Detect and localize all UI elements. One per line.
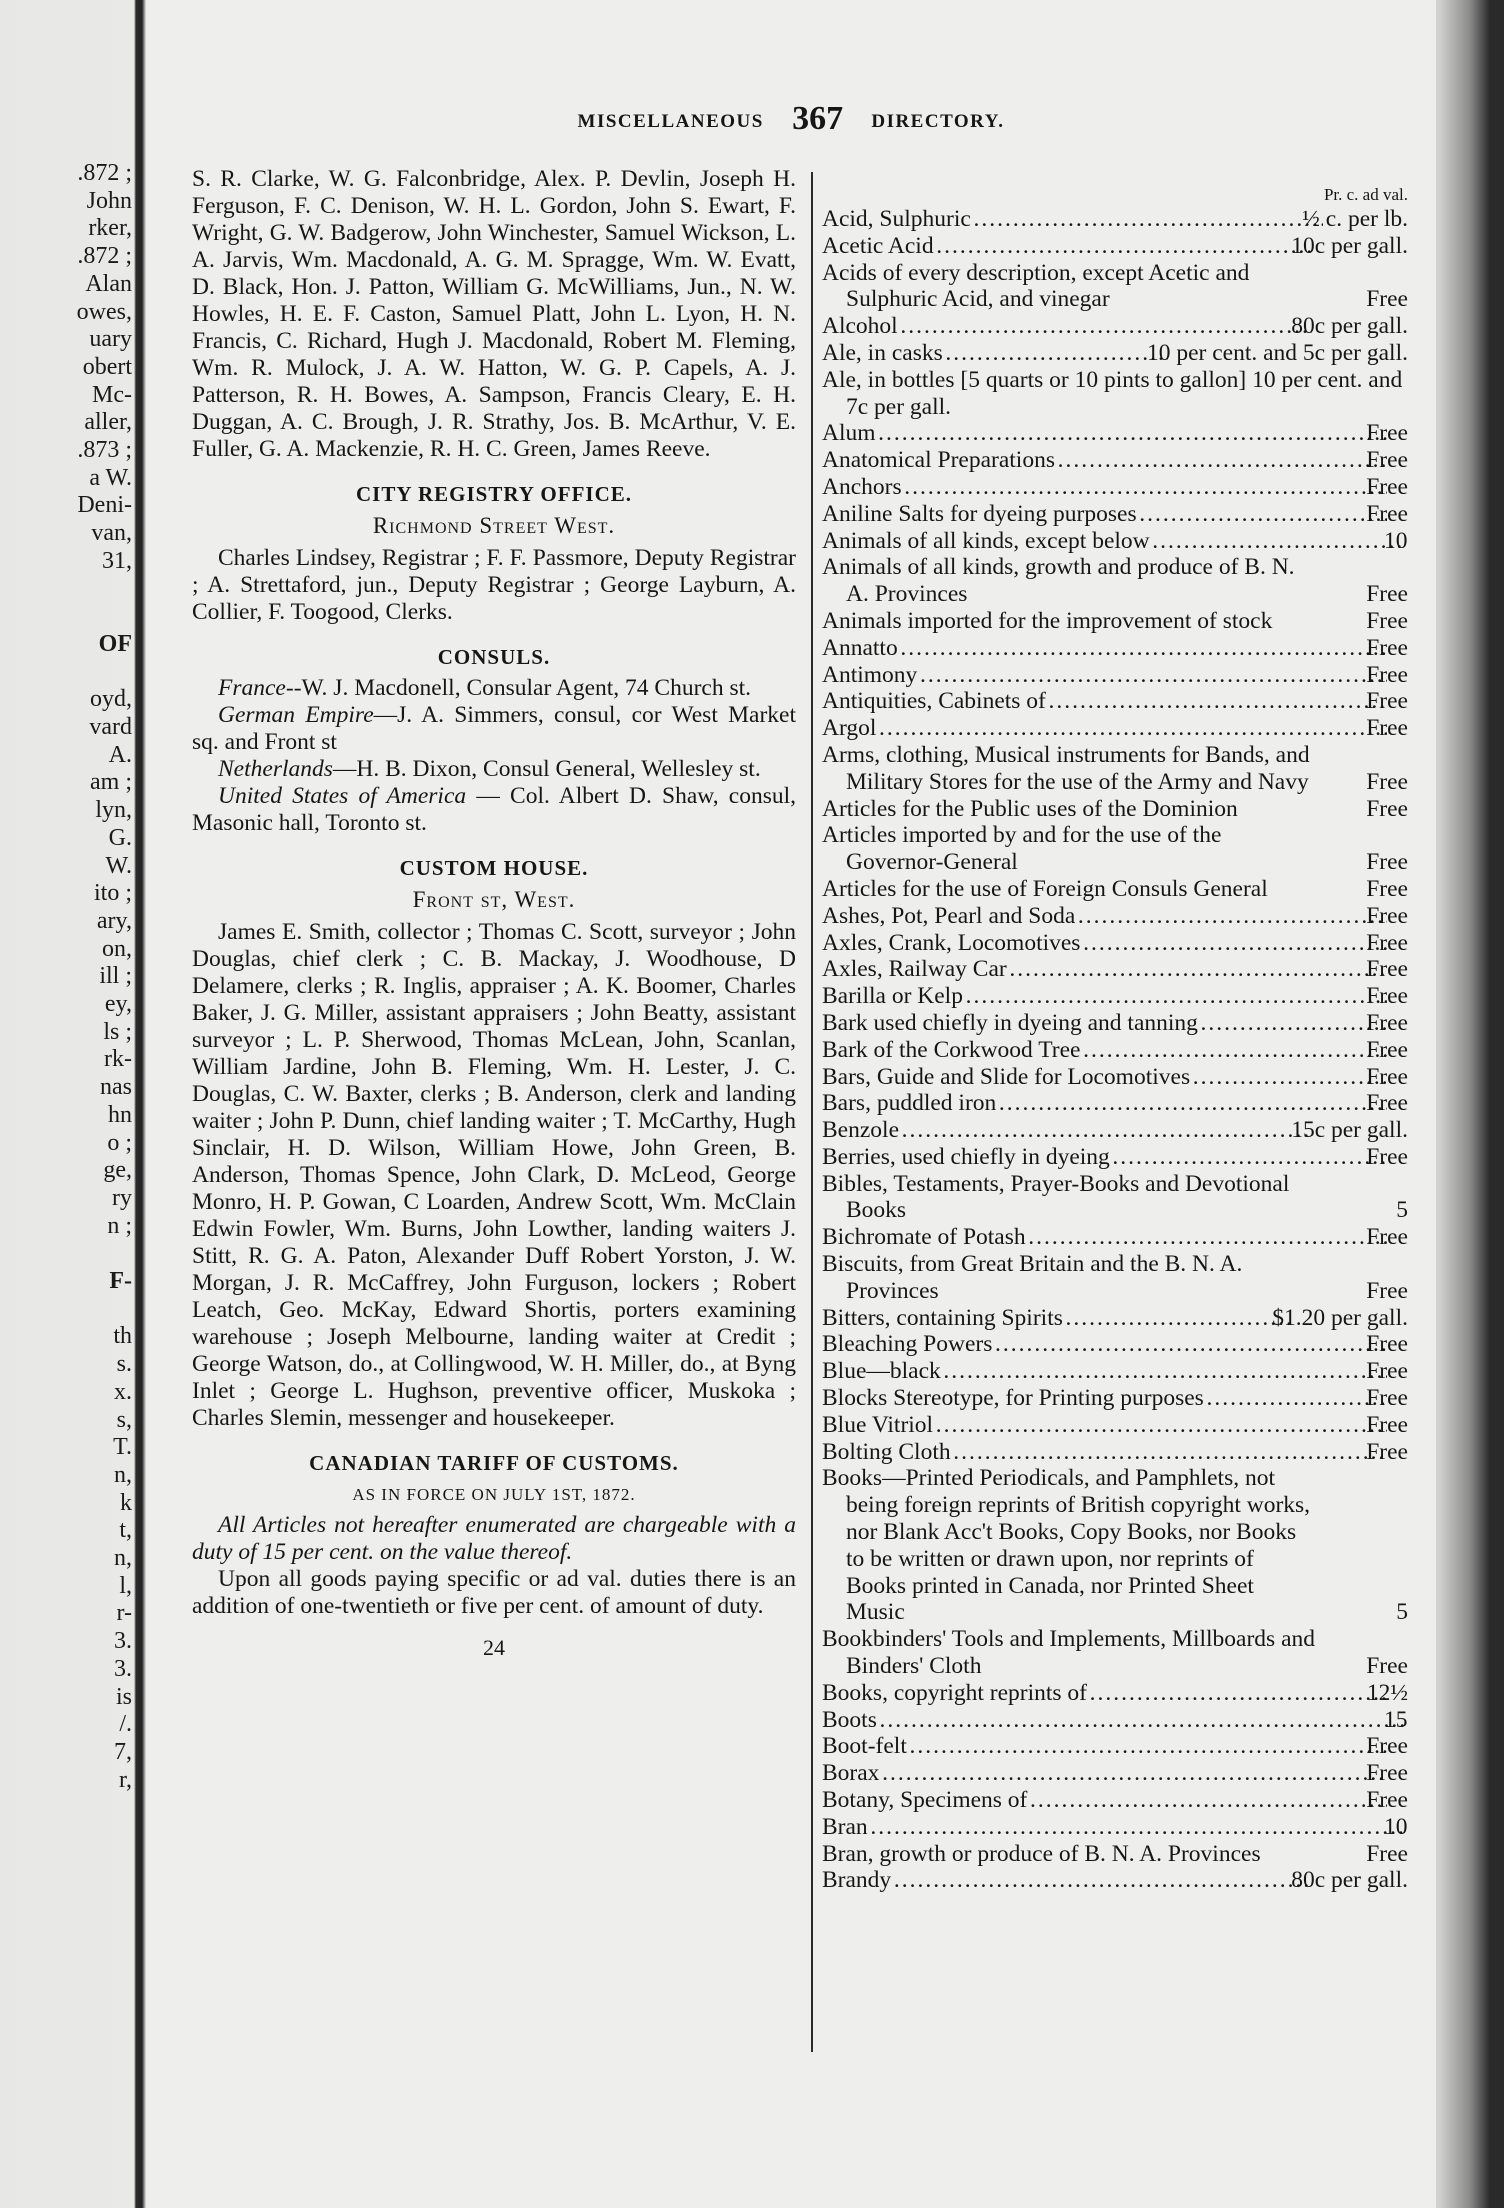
tariff-entry <box>822 1680 1408 1707</box>
dot-leader <box>880 1707 1405 1734</box>
left-column <box>192 166 796 1661</box>
tariff-item-duty: Free <box>1366 688 1408 715</box>
prev-page-line: n, <box>114 1461 132 1488</box>
tariff-note-text: All Articles not hereafter enumerated are chargeable with a duty of 15 per cent. on the value thereof. <box>192 1512 796 1565</box>
tariff-item-duty: Free <box>1366 1143 1408 1170</box>
prev-page-line: ry <box>112 1184 132 1211</box>
dot-leader <box>910 1733 1387 1760</box>
consul-details: --W. J. Macdonell, Consular Agent, 74 Church st. <box>285 675 752 701</box>
tariff-item-duty: 80c per gall. <box>1291 313 1408 340</box>
prev-page-line: ls ; <box>103 1018 132 1045</box>
prev-page-line: r, <box>118 1766 132 1793</box>
tariff-entry <box>822 796 1408 823</box>
tariff-entry <box>822 1010 1408 1037</box>
tariff-item-duty: Free <box>1366 849 1408 876</box>
tariff-item-name: Antiquities, Cabinets of <box>822 688 1046 715</box>
tariff-item-name: Books, copyright reprints of <box>822 1679 1087 1706</box>
dot-leader <box>1113 1144 1387 1171</box>
prev-page-line: k <box>120 1489 132 1516</box>
prev-page-line: John <box>86 187 132 214</box>
custom-house-title: CUSTOM HOUSE. <box>399 856 589 880</box>
tariff-item-duty: $1.20 per gall. <box>1272 1304 1408 1331</box>
consul-entry <box>192 756 796 783</box>
tariff-entry <box>822 1358 1408 1385</box>
tariff-note <box>192 1512 796 1566</box>
tariff-item-name: Antimony <box>822 661 918 688</box>
dot-leader <box>901 635 1388 662</box>
tariff-item-duty: Free <box>1366 715 1408 742</box>
consul-details: —J. A. Simmers, consul, cor West Market sq. and Front st <box>192 702 797 755</box>
tariff-item-name: Anatomical Preparations <box>822 447 1055 474</box>
tariff-item-duty: Free <box>1366 956 1408 983</box>
tariff-item-duty: Free <box>1366 420 1408 447</box>
dot-leader <box>944 1358 1387 1385</box>
prev-page-line: x. <box>114 1378 132 1405</box>
tariff-item-name: Animals of all kinds, growth and produce of B. N. A. Provinces <box>822 554 1295 608</box>
dot-leader <box>1090 1680 1388 1707</box>
tariff-item-duty: Free <box>1366 1331 1408 1358</box>
tariff-entry <box>822 340 1408 367</box>
tariff-item-duty: Free <box>1366 473 1408 500</box>
tariff-item-duty: ½ c. per lb. <box>1302 206 1408 232</box>
prev-page-line: A. <box>108 741 132 768</box>
dot-leader <box>946 340 1168 367</box>
tariff-entry <box>822 233 1408 260</box>
prev-page-line: r- <box>116 1600 132 1627</box>
tariff-item-name: Acid, Sulphuric <box>822 206 971 232</box>
tariff-entry <box>822 1144 1408 1171</box>
prev-page-line <box>0 603 132 631</box>
tariff-entry <box>822 1733 1408 1760</box>
prev-page-line: /. <box>119 1711 132 1738</box>
prev-page-line: o ; <box>107 1129 132 1156</box>
consuls-list <box>192 675 796 837</box>
prev-page-line: ge, <box>103 1157 132 1184</box>
tariff-item-name: Bark of the Corkwood Tree <box>822 1036 1081 1063</box>
dot-leader <box>954 1439 1388 1466</box>
consul-country: France <box>218 675 286 701</box>
dot-leader <box>901 313 1312 340</box>
tariff-entry <box>822 1117 1408 1144</box>
tariff-item-duty: Free <box>1366 902 1408 929</box>
tariff-entry <box>822 1171 1408 1225</box>
dot-leader <box>902 1117 1312 1144</box>
tariff-entry <box>822 930 1408 957</box>
tariff-item-duty: Free <box>1366 1438 1408 1465</box>
tariff-entry <box>822 876 1408 903</box>
tariff-entry <box>822 608 1408 635</box>
prev-page-line <box>0 659 132 687</box>
tariff-item-duty: Free <box>1366 1760 1408 1787</box>
tariff-item-name: Benzole <box>822 1117 899 1144</box>
tariff-entry <box>822 1760 1408 1787</box>
tariff-entry <box>822 983 1408 1010</box>
prev-page-line: .873 ; <box>77 437 132 464</box>
tariff-item-duty: Free <box>1366 1063 1408 1090</box>
tariff-item-name: Blue Vitriol <box>822 1411 934 1438</box>
consul-country: United States of America <box>218 783 467 809</box>
tariff-entry <box>822 1385 1408 1412</box>
tariff-item-name: Alcohol <box>822 313 898 340</box>
tariff-item-name: Blue—black <box>822 1358 941 1385</box>
prev-page-line: nas <box>100 1074 132 1101</box>
dot-leader <box>1193 1064 1387 1091</box>
tariff-item-duty: 80c per gall. <box>1291 1867 1408 1894</box>
tariff-item-name: Berries, used chiefly in dyeing <box>822 1143 1110 1170</box>
tariff-item-duty: Free <box>1366 1733 1408 1760</box>
dot-leader <box>995 1331 1387 1358</box>
tariff-entry <box>822 501 1408 528</box>
consuls-title: CONSULS. <box>437 645 551 669</box>
tariff-entry <box>822 1224 1408 1251</box>
tariff-item-duty: Free <box>1366 983 1408 1010</box>
tariff-item-name: Bolting Cloth <box>822 1438 951 1465</box>
directory-page <box>146 0 1436 2208</box>
prev-page-line: aller, <box>84 409 132 436</box>
tariff-item-name: Biscuits, from Great Britain and the B. N. A. Provinces <box>822 1251 1243 1304</box>
tariff-subtitle: AS IN FORCE ON JULY 1ST, 1872. <box>352 1485 636 1504</box>
tariff-item-name: Alum <box>822 420 876 447</box>
prev-page-line: 7, <box>114 1739 132 1765</box>
tariff-entry: Animals of all kinds, except below ..... 10 <box>822 528 1408 555</box>
tariff-entry <box>822 1867 1408 1894</box>
tariff-item-name: Blocks Stereotype, for Printing purposes <box>822 1385 1204 1412</box>
tariff-item-name: Argol <box>822 715 877 742</box>
previous-page-fragment <box>0 160 132 2000</box>
tariff-item-name: Arms, clothing, Musical instruments for Bands, and Military Stores for the use of the Army and Navy <box>822 741 1310 795</box>
prev-page-line: .872 ; <box>77 243 132 270</box>
tariff-entry <box>822 1037 1408 1064</box>
tariff-entry <box>822 367 1408 421</box>
dot-leader <box>1078 903 1387 930</box>
dot-leader <box>937 233 1313 260</box>
tariff-item-name: Axles, Railway Car <box>822 956 1007 983</box>
tariff-item-name: Bran <box>822 1813 868 1840</box>
prev-page-line: F- <box>109 1268 132 1295</box>
dot-leader <box>905 474 1388 501</box>
tariff-item-duty: Free <box>1366 1840 1408 1867</box>
folio-number: 24 <box>483 1635 505 1660</box>
tariff-item-duty: Free <box>1366 1090 1408 1117</box>
tariff-item-name: Boots <box>822 1706 877 1733</box>
tariff-item-name: Boot-felt <box>822 1733 907 1760</box>
dot-leader <box>1083 1037 1387 1064</box>
tariff-item-name: Bark used chiefly in dyeing and tanning <box>822 1009 1198 1036</box>
dot-leader <box>936 1412 1387 1439</box>
prev-page-line: Mc- <box>92 381 132 408</box>
consul-entry <box>192 783 796 837</box>
registry-title: CITY REGISTRY OFFICE. <box>356 482 632 506</box>
dot-leader <box>1083 930 1387 957</box>
prev-page-line: rker, <box>88 215 132 242</box>
tariff-entry: Boots ..... 15 <box>822 1707 1408 1734</box>
dot-leader <box>1029 1224 1388 1251</box>
tariff-item-name: Bars, Guide and Slide for Locomotives <box>822 1063 1191 1090</box>
tariff-entry <box>822 742 1408 796</box>
tariff-entry <box>822 1439 1408 1466</box>
prev-page-line: 3. <box>114 1628 132 1655</box>
tariff-entry <box>822 1090 1408 1117</box>
dot-leader <box>879 715 1387 742</box>
tariff-entry <box>822 474 1408 501</box>
tariff-item-name: Animals imported for the improvement of stock <box>822 607 1273 634</box>
tariff-entry <box>822 1305 1408 1332</box>
dot-leader <box>920 662 1387 689</box>
tariff-item-name: Brandy <box>822 1867 892 1894</box>
consul-country: German Empire <box>218 702 374 728</box>
header-right: DIRECTORY. <box>871 111 1005 132</box>
tariff-item-duty: Free <box>1366 1411 1408 1438</box>
prev-page-line <box>0 576 132 604</box>
tariff-list-column <box>822 182 1408 1894</box>
tariff-entry <box>822 554 1408 608</box>
prev-page-line: ey, <box>104 991 132 1018</box>
dot-leader <box>1140 501 1388 528</box>
tariff-entry <box>822 260 1408 314</box>
tariff-item-duty: 10 per cent. and 5c per gall. <box>1146 339 1408 366</box>
tariff-entry <box>822 635 1408 662</box>
dot-leader <box>1207 1385 1387 1412</box>
prev-page-line: ill ; <box>99 963 132 990</box>
tariff-item-duty: Free <box>1366 1277 1408 1304</box>
prev-page-line <box>0 1240 132 1268</box>
consul-details: — Col. Albert D. Shaw, consul, Masonic hall, Toronto st. <box>192 783 796 836</box>
prev-page-line: s. <box>116 1351 132 1378</box>
prev-page-line: hn <box>108 1101 132 1128</box>
prev-page-line: a W. <box>89 464 132 491</box>
prev-page-line: 3. <box>114 1655 132 1682</box>
tariff-item-duty: 12½ <box>1366 1679 1408 1706</box>
consul-country: Netherlands <box>218 756 333 782</box>
prev-page-line: rk- <box>104 1046 132 1073</box>
tariff-entry <box>822 313 1408 340</box>
prev-page-line: 31, <box>102 547 132 574</box>
dot-leader <box>1153 528 1405 555</box>
custom-house-address: Front st, West. <box>412 887 576 912</box>
prev-page-line: lyn, <box>95 797 132 824</box>
tariff-note-2: Upon all goods paying specific or ad val. duties there is an addition of one-twentieth or five per cent. of amount of duty. <box>192 1566 796 1619</box>
dot-leader <box>1066 1305 1293 1332</box>
dot-leader <box>974 206 1323 233</box>
prev-page-line: obert <box>82 353 132 380</box>
prev-page-line: T. <box>113 1434 132 1461</box>
tariff-entry <box>822 206 1408 233</box>
tariff-item-name: Acetic Acid <box>822 232 934 259</box>
tariff-item-duty: Free <box>1366 607 1408 634</box>
dot-leader <box>882 1760 1387 1787</box>
tariff-entry <box>822 715 1408 742</box>
tariff-item-duty: Free <box>1366 500 1408 527</box>
prev-page-line: van, <box>91 520 132 547</box>
tariff-item-name: Animals of all kinds, except below <box>822 527 1150 554</box>
tariff-item-name: Barilla or Kelp <box>822 983 963 1010</box>
tariff-entry <box>822 1251 1408 1305</box>
prev-page-line: n ; <box>107 1212 132 1239</box>
tariff-item-name: Bookbinders' Tools and Implements, Millboards and Binders' Cloth <box>822 1626 1315 1680</box>
tariff-item-name: Axles, Crank, Locomotives <box>822 929 1081 956</box>
registry-text: Charles Lindsey, Registrar ; F. F. Passmore, Deputy Registrar ; A. Strettaford, jun., Deputy Registrar ; George Layburn, A. Collier, F. Toogood, Clerks. <box>192 545 796 625</box>
tariff-column-header: Pr. c. ad val. <box>1323 185 1408 204</box>
tariff-item-duty: Free <box>1366 1385 1408 1412</box>
tariff-item-duty: Free <box>1366 795 1408 822</box>
tariff-item-name: Aniline Salts for dyeing purposes <box>822 500 1137 527</box>
tariff-item-name: Annatto <box>822 634 898 661</box>
tariff-item-duty: 5 <box>1396 1599 1408 1626</box>
dot-leader <box>1058 447 1387 474</box>
tariff-entry <box>822 1626 1408 1680</box>
tariff-item-name: Articles for the use of Foreign Consuls General <box>822 875 1268 902</box>
tariff-entry <box>822 447 1408 474</box>
dot-leader <box>1201 1010 1387 1037</box>
tariff-entry <box>822 1841 1408 1868</box>
tariff-item-duty: Free <box>1366 1036 1408 1063</box>
tariff-item-name: Botany, Specimens of <box>822 1787 1028 1814</box>
tariff-item-name: Articles imported by and for the use of the Governor-General <box>822 822 1222 876</box>
tariff-item-duty: 15c per gall. <box>1291 1117 1408 1144</box>
consul-details: —H. B. Dixon, Consul General, Wellesley st. <box>332 756 761 782</box>
tariff-item-name: Bars, puddled iron <box>822 1090 997 1117</box>
prev-page-line: n, <box>114 1545 132 1572</box>
prev-page-line: ito ; <box>93 880 132 907</box>
tariff-entry <box>822 956 1408 983</box>
tariff-item-duty: Free <box>1366 1224 1408 1251</box>
tariff-entry <box>822 1331 1408 1358</box>
prev-page-line: W. <box>105 852 132 879</box>
page-header <box>146 100 1436 138</box>
prev-page-line: .872 ; <box>77 160 132 186</box>
prev-page-line: s, <box>116 1406 132 1433</box>
tariff-item-duty: Free <box>1366 1009 1408 1036</box>
prev-page-line: uary <box>89 326 132 353</box>
tariff-item-duty: Free <box>1366 634 1408 661</box>
prev-page-line: th <box>113 1323 132 1350</box>
tariff-item-duty: Free <box>1366 875 1408 902</box>
dot-leader <box>1030 1787 1387 1814</box>
tariff-entry <box>822 420 1408 447</box>
tariff-entry <box>822 1412 1408 1439</box>
tariff-item-name: Bleaching Powers <box>822 1331 993 1358</box>
consul-entry <box>192 675 796 702</box>
tariff-entry <box>822 1465 1408 1626</box>
prev-page-line: t, <box>119 1517 132 1544</box>
prev-page-line: ary, <box>96 907 132 934</box>
prev-page-line: am ; <box>90 769 132 796</box>
dot-leader <box>879 420 1388 447</box>
tariff-item-name: Bibles, Testaments, Prayer-Books and Devotional Books <box>822 1170 1290 1224</box>
header-left: MISCELLANEOUS <box>577 111 764 132</box>
tariff-item-duty: Free <box>1366 286 1408 313</box>
tariff-entries <box>822 206 1408 1894</box>
prev-page-line: owes, <box>76 298 132 325</box>
registry-address: Richmond Street West. <box>372 513 616 538</box>
tariff-item-name: Ale, in bottles [5 quarts or 10 pints to gallon] 10 per cent. and 7c per gall. <box>822 366 1403 420</box>
prev-page-line: l, <box>119 1572 132 1599</box>
tariff-entry <box>822 903 1408 930</box>
tariff-item-duty: Free <box>1366 1787 1408 1814</box>
prev-page-line: is <box>115 1683 132 1710</box>
dot-leader <box>1049 688 1387 715</box>
prev-page-line: on, <box>102 935 132 962</box>
consul-entry <box>192 702 796 756</box>
prev-page-line: G. <box>108 824 132 851</box>
tariff-entry <box>822 688 1408 715</box>
tariff-item-name: Bitters, containing Spirits <box>822 1304 1063 1331</box>
tariff-item-duty: Free <box>1366 661 1408 688</box>
prev-page-line: vard <box>89 714 132 741</box>
tariff-item-name: Borax <box>822 1760 880 1787</box>
tariff-item-name: Ale, in casks <box>822 339 943 366</box>
tariff-item-duty: Free <box>1366 1358 1408 1385</box>
dot-leader <box>871 1814 1405 1841</box>
tariff-item-duty: Free <box>1366 447 1408 474</box>
tariff-entry <box>822 1064 1408 1091</box>
dot-leader <box>1010 956 1388 983</box>
tariff-item-name: Bran, growth or produce of B. N. A. Provinces <box>822 1840 1261 1867</box>
tariff-item-name: Articles for the Public uses of the Dominion <box>822 795 1238 822</box>
prev-page-line: Deni- <box>77 492 132 519</box>
prev-page-line <box>0 1296 132 1324</box>
column-divider <box>811 172 813 2052</box>
tariff-item-name: Books—Printed Periodicals, and Pamphlets, not being foreign reprints of British copyright works, nor Blank Acc't Books, Copy Books, nor Books to be written or drawn upon, nor reprints of Books printed in Canada, nor Printed Sheet Music <box>822 1465 1311 1626</box>
tariff-item-name: Acids of every description, except Acetic and Sulphuric Acid, and vinegar <box>822 259 1250 313</box>
tariff-item-duty: Free <box>1366 768 1408 795</box>
tariff-item-duty: Free <box>1366 1653 1408 1680</box>
dot-leader <box>999 1090 1387 1117</box>
tariff-title: CANADIAN TARIFF OF CUSTOMS. <box>309 1451 679 1475</box>
dot-leader <box>894 1867 1312 1894</box>
page-number: 367 <box>792 100 844 137</box>
tariff-entry <box>822 662 1408 689</box>
prev-page-line: Alan <box>85 270 132 297</box>
tariff-entry: Bran ..... 10 <box>822 1814 1408 1841</box>
tariff-item-duty: Free <box>1366 581 1408 608</box>
tariff-item-duty: Free <box>1366 929 1408 956</box>
prev-page-line: OF <box>98 630 132 657</box>
tariff-entry <box>822 1787 1408 1814</box>
custom-house-text: James E. Smith, collector ; Thomas C. Scott, surveyor ; John Douglas, chief clerk ; C. B. Mackay, J. Woodhouse, D Delamere, clerks ; R. Inglis, appraiser ; A. K. Boomer, Charles Baker, J. G. Miller, assistant appraisers ; John Beatty, assistant surveyor ; L. P. Sherwood, Thomas McLean, John, Scanlan, William Jardine, John B. Fleming, Wm. H. Lester, J. C. Douglas, C. W. Baxter, clerks ; B. Anderson, clerk and landing waiter ; John P. Dunn, chief landing waiter ; T. McCarthy, Hugh Sinclair, H. D. Wilson, William Howe, John Green, B. Anderson, Thomas Spence, John Clark, D. McLeod, George Monro, H. P. Gowan, C Loarden, Andrew Scott, Wm. McClain Edwin Fowler, Wm. Burns, John Lowther, landing waiters J. Stitt, R. G. A. Paton, Alexander Duff Robert Yorston, J. W. Morgan, J. R. McCaffrey, John Furguson, lockers ; Robert Leatch, Geo. McKay, Edward Shortis, porters examining warehouse ; Joseph Melbourne, landing waiter at Credit ; George Watson, do., at Collingwood, W. H. Miller, do., at Byng Inlet ; George L. Hughson, preventive officer, Muskoka ; Charles Slemin, messenger and housekeeper. <box>192 919 796 1431</box>
dot-leader <box>966 983 1387 1010</box>
tariff-item-name: Ashes, Pot, Pearl and Soda <box>822 902 1076 929</box>
prev-page-line: oyd, <box>90 686 132 713</box>
tariff-item-duty: 5 <box>1396 1197 1408 1224</box>
tariff-item-duty: 10c per gall. <box>1291 232 1408 259</box>
tariff-item-name: Bichromate of Potash <box>822 1224 1026 1251</box>
intro-paragraph: S. R. Clarke, W. G. Falconbridge, Alex. P. Devlin, Joseph H. Ferguson, F. C. Denison, W. H. L. Gordon, John S. Ewart, F. Wright, G. W. Badgerow, John Winchester, Samuel Wickson, L. A. Jarvis, Wm. Macdonald, A. G. M. Spragge, Wm. W. Evatt, D. Black, Hon. J. Patton, William G. McWilliams, Jun., N. W. Howles, H. E. F. Caston, Samuel Platt, John L. Lyon, H. N. Francis, C. Richard, Hugh J. Macdonald, Robert M. Fleming, Wm. R. Mulock, J. A. W. Hatton, W. G. P. Capels, A. J. Patterson, R. H. Bowes, A. Sampson, Francis Cleary, E. H. Duggan, A. C. Brough, J. R. Strathy, Jos. B. McArthur, V. E. Fuller, G. A. Mackenzie, R. H. C. Green, James Reeve. <box>192 166 796 462</box>
tariff-entry <box>822 822 1408 876</box>
tariff-item-name: Anchors <box>822 473 902 500</box>
